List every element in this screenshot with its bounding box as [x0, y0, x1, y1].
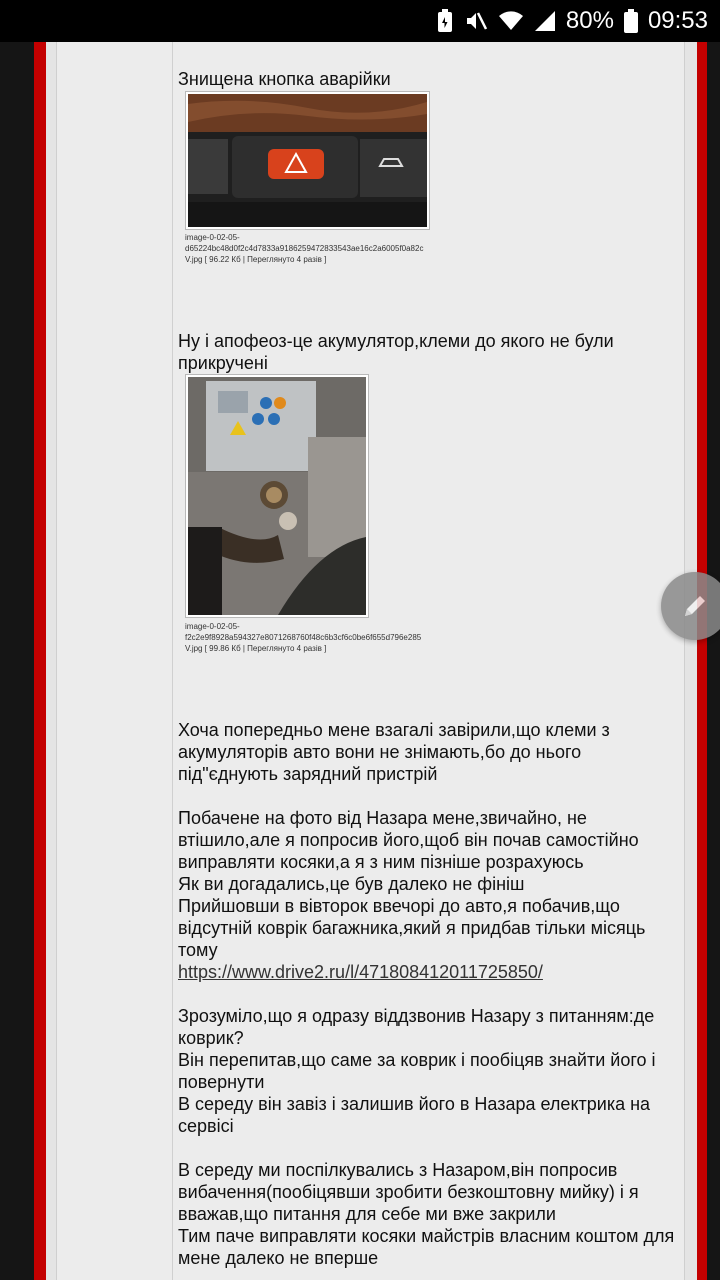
image2-caption: Ну і апофеоз-це акумулятор,клеми до якого не були прикручені — [178, 331, 614, 373]
hazard-button-photo — [188, 94, 427, 227]
background-left — [0, 42, 34, 1280]
battery-saver-icon — [436, 9, 454, 33]
image1-caption: Знищена кнопка аварійки — [178, 69, 391, 89]
clock: 09:53 — [647, 7, 708, 34]
status-bar — [0, 0, 720, 42]
pencil-icon — [680, 591, 710, 621]
wifi-icon — [498, 10, 524, 32]
edit-fab-button[interactable] — [661, 572, 720, 640]
battery-icon — [624, 9, 638, 33]
paragraph-2-line-3: Прийшовши в вівторок ввечорі до авто,я побачив,що відсутній коврік багажника,який я придбав тільки місяць тому — [178, 896, 646, 960]
paragraph-2-line-1: Побачене на фото від Назара мене,звичайно, не втішило,але я попросив його,щоб він почав самостійно виправляти косяки,а я з ним пізніше розрахуюсь — [178, 808, 639, 872]
post-column-divider — [172, 42, 173, 1280]
accent-bar-left — [34, 42, 46, 1280]
signal-icon — [534, 10, 556, 32]
paragraph-4-line-1: В середу ми поспілкувались з Назаром,він попросив вибачення(пообіцявши зробити безкоштовну мийку) і я вважав,що питання для себе ми вже закрили — [178, 1160, 639, 1224]
mute-icon — [464, 9, 488, 33]
paragraph-3-line-1: Зрозуміло,що я одразу віддзвонив Назару з питанням:де коврик? — [178, 1006, 655, 1048]
paragraph-1: Хоча попередньо мене взагалі завірили,що клеми з акумуляторів авто вони не знімають,бо до нього під"єднують зарядний пристрій — [178, 720, 610, 784]
battery-percent: 80% — [565, 7, 614, 34]
image1-attachment[interactable] — [185, 91, 430, 230]
post-body — [178, 719, 683, 1269]
image2-filename-line1: image-0-02-05- — [185, 622, 240, 631]
paragraph-3-line-3: В середу він завіз і залишив його в Назара електрика на сервісі — [178, 1094, 651, 1136]
accent-bar-right — [697, 42, 707, 1280]
image2-filename-line2: f2c2e9f8928a594327e8071268760f48c6b3cf6c0be6f655d796e285 — [185, 633, 422, 642]
image1-meta: V.jpg [ 96.22 Кб | Переглянуто 4 разів ] — [185, 255, 327, 264]
image2-attachment[interactable] — [185, 374, 369, 618]
battery-terminal-photo — [188, 377, 366, 615]
drive2-link[interactable]: https://www.drive2.ru/l/471808412011725850/ — [178, 962, 543, 982]
image1-filename-line2: d65224bc48d0f2c4d7833a9186259472833543ae16c2a6005f0a82c — [185, 244, 424, 253]
image2-meta: V.jpg [ 99.86 Кб | Переглянуто 4 разів ] — [185, 644, 327, 653]
paragraph-2-line-2: Як ви догадались,це був далеко не фініш — [178, 874, 525, 894]
image1-filename-line1: image-0-02-05- — [185, 233, 240, 242]
paragraph-3-line-2: Він перепитав,що саме за коврик і пообіцяв знайти його і повернути — [178, 1050, 656, 1092]
paragraph-4-line-2: Тим паче виправляти косяки майстрів власним коштом для мене далеко не вперше — [178, 1226, 675, 1268]
